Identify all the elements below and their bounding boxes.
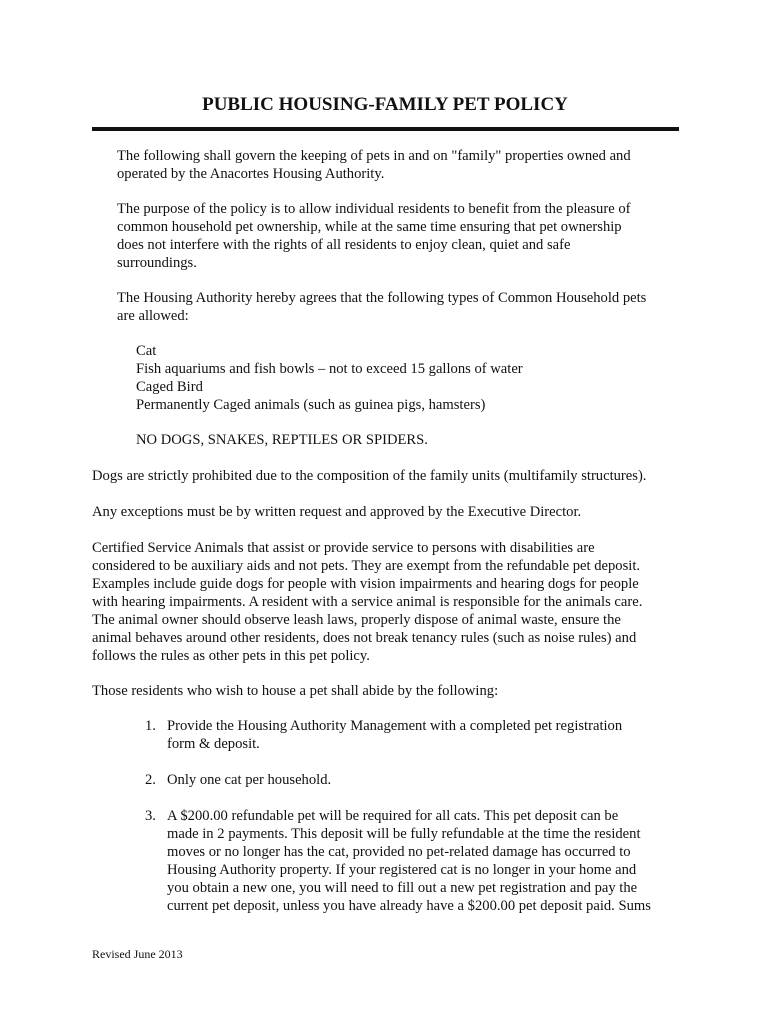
text-line: Only one cat per household. [167,772,332,788]
text-line: The Housing Authority hereby agrees that the following types of Common Household pets [117,290,647,306]
allowed-pets-list [136,342,676,414]
text-line: The animal owner should observe leash laws, properly dispose of animal waste, ensure the [92,612,621,628]
text-line: Housing Authority property. If your registered cat is no longer in your home and [167,862,637,878]
text-line: The following shall govern the keeping of pets in and on "family" properties owned and [117,148,631,164]
dogs-prohibited-paragraph: Dogs are strictly prohibited due to the composition of the family units (multifamily structures). [92,468,647,484]
text-line: Provide the Housing Authority Management with a completed pet registration [167,718,623,734]
list-item: Permanently Caged animals (such as guinea pigs, hamsters) [136,397,486,413]
text-line: follows the rules as other pets in this pet policy. [92,648,370,664]
rule-text [167,771,667,789]
page-title: PUBLIC HOUSING-FAMILY PET POLICY [202,94,568,115]
prohibited-notice: NO DOGS, SNAKES, REPTILES OR SPIDERS. [136,432,428,448]
rules-intro-paragraph: Those residents who wish to house a pet shall abide by the following: [92,683,499,699]
agreement-paragraph [117,289,677,325]
intro-paragraph [117,147,677,183]
text-line: you obtain a new one, you will need to fill out a new pet registration and pay the [167,880,638,896]
rule-text [167,807,667,915]
text-line: form & deposit. [167,736,260,752]
text-line: current pet deposit, unless you have already have a $200.00 pet deposit paid. Sums [167,898,651,914]
text-line: Certified Service Animals that assist or provide service to persons with disabilities are [92,540,595,556]
text-line: operated by the Anacortes Housing Authority. [117,166,385,182]
text-line: considered to be auxiliary aids and not pets. They are exempt from the refundable pet deposit. [92,558,641,574]
list-item: Cat [136,343,157,359]
text-line: The purpose of the policy is to allow individual residents to benefit from the pleasure of [117,201,631,217]
footer-revision-date: Revised June 2013 [92,947,183,961]
text-line: common household pet ownership, while at the same time ensuring that pet ownership [117,219,622,235]
rule-number: 1. [145,718,156,734]
text-line: moves or no longer has the cat, provided no pet-related damage has occurred to [167,844,631,860]
text-line: A $200.00 refundable pet will be required for all cats. This pet deposit can be [167,808,619,824]
text-line: with hearing impairments. A resident with a service animal is responsible for the animals care. [92,594,643,610]
text-line: animal behaves around other residents, does not break tenancy rules (such as noise rules) and [92,630,637,646]
rule-number: 3. [145,808,156,824]
list-item: Caged Bird [136,379,203,395]
list-item: Fish aquariums and fish bowls – not to exceed 15 gallons of water [136,361,523,377]
rule-number: 2. [145,772,156,788]
rule-text [167,717,667,753]
text-line: Examples include guide dogs for people with vision impairments and hearing dogs for people [92,576,639,592]
title-divider [92,127,679,131]
text-line: are allowed: [117,308,189,324]
text-line: does not interfere with the rights of all residents to enjoy clean, quiet and safe [117,237,571,253]
text-line: surroundings. [117,255,197,271]
purpose-paragraph [117,200,677,272]
exceptions-paragraph: Any exceptions must be by written request and approved by the Executive Director. [92,504,582,520]
text-line: made in 2 payments. This deposit will be fully refundable at the time the resident [167,826,641,842]
service-animals-paragraph [92,539,682,665]
